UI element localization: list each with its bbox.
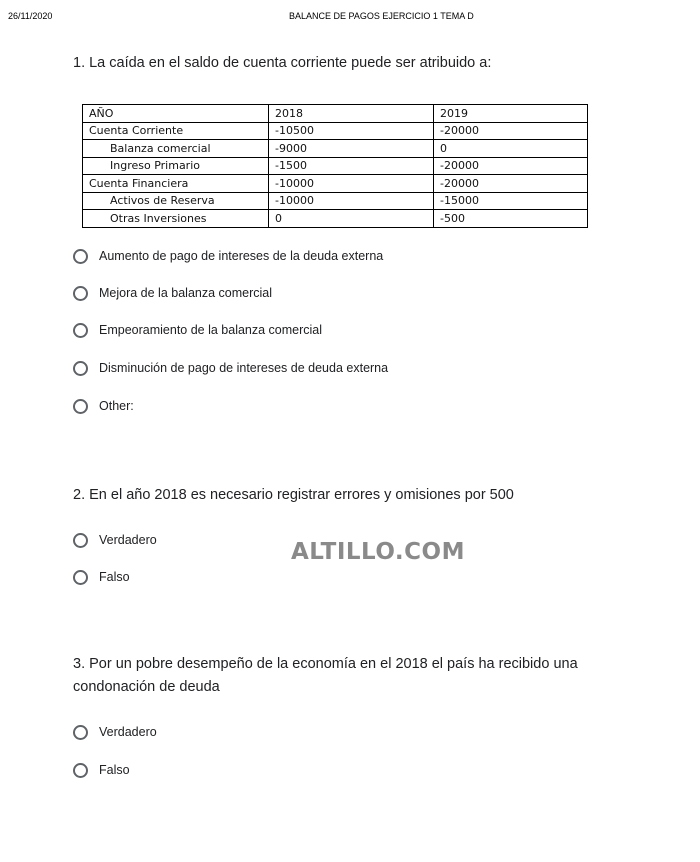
radio-button[interactable] bbox=[73, 725, 88, 740]
q1-option-other[interactable] bbox=[73, 396, 134, 416]
table-header-cell: 2019 bbox=[434, 105, 588, 123]
radio-button[interactable] bbox=[73, 323, 88, 338]
q3-option-true[interactable] bbox=[73, 722, 157, 742]
q3-option-false[interactable] bbox=[73, 760, 130, 780]
q2-option-true[interactable] bbox=[73, 530, 157, 550]
table-cell: -500 bbox=[434, 210, 588, 228]
radio-button[interactable] bbox=[73, 763, 88, 778]
radio-button[interactable] bbox=[73, 570, 88, 585]
table-cell: -10500 bbox=[269, 122, 434, 140]
q1-option-1[interactable] bbox=[73, 246, 383, 266]
option-label: Verdadero bbox=[99, 725, 157, 739]
watermark: ALTILLO.COM bbox=[291, 539, 465, 565]
option-label: Verdadero bbox=[99, 533, 157, 547]
table-cell: -9000 bbox=[269, 140, 434, 158]
table-cell: -15000 bbox=[434, 192, 588, 210]
table-cell: -20000 bbox=[434, 122, 588, 140]
table-cell: -1500 bbox=[269, 157, 434, 175]
radio-button[interactable] bbox=[73, 286, 88, 301]
table-cell: -10000 bbox=[269, 192, 434, 210]
radio-button[interactable] bbox=[73, 399, 88, 414]
option-label: Mejora de la balanza comercial bbox=[99, 286, 273, 300]
table-cell: -10000 bbox=[269, 175, 434, 193]
table-header-row bbox=[83, 105, 588, 123]
q1-option-2[interactable] bbox=[73, 283, 272, 303]
table-cell: Activos de Reserva bbox=[83, 192, 269, 210]
option-label: Empeoramiento de la balanza comercial bbox=[99, 323, 323, 337]
q1-option-4[interactable] bbox=[73, 358, 388, 378]
table-cell: Otras Inversiones bbox=[83, 210, 269, 228]
table-cell: 0 bbox=[269, 210, 434, 228]
option-label: Other: bbox=[99, 399, 134, 413]
table-cell: -20000 bbox=[434, 157, 588, 175]
table-cell: -20000 bbox=[434, 175, 588, 193]
table-row bbox=[83, 210, 588, 228]
question-1-text: 1. La caída en el saldo de cuenta corriente puede ser atribuido a: bbox=[73, 55, 492, 71]
option-label: Falso bbox=[99, 763, 130, 777]
table-cell: Cuenta Financiera bbox=[83, 175, 269, 193]
table-row bbox=[83, 122, 588, 140]
radio-button[interactable] bbox=[73, 533, 88, 548]
table-header-cell: AÑO bbox=[83, 105, 269, 123]
option-label: Disminución de pago de intereses de deuda externa bbox=[99, 361, 389, 375]
table-row bbox=[83, 175, 588, 193]
table-header-cell: 2018 bbox=[269, 105, 434, 123]
q2-option-false[interactable] bbox=[73, 567, 130, 587]
option-label: Falso bbox=[99, 570, 130, 584]
table-row bbox=[83, 140, 588, 158]
option-label: Aumento de pago de intereses de la deuda externa bbox=[99, 249, 384, 263]
radio-button[interactable] bbox=[73, 249, 88, 264]
table-row bbox=[83, 192, 588, 210]
table-cell: Cuenta Corriente bbox=[83, 122, 269, 140]
question-2-text: 2. En el año 2018 es necesario registrar errores y omisiones por 500 bbox=[73, 487, 514, 503]
document-title: BALANCE DE PAGOS EJERCICIO 1 TEMA D bbox=[289, 11, 474, 21]
table-cell: Ingreso Primario bbox=[83, 157, 269, 175]
print-date: 26/11/2020 bbox=[8, 11, 53, 21]
q1-option-3[interactable] bbox=[73, 320, 322, 340]
balance-table bbox=[82, 104, 588, 228]
table-cell: 0 bbox=[434, 140, 588, 158]
question-3-text: 3. Por un pobre desempeño de la economía en el 2018 el país ha recibido una condonación de deuda bbox=[73, 656, 578, 695]
table-cell: Balanza comercial bbox=[83, 140, 269, 158]
radio-button[interactable] bbox=[73, 361, 88, 376]
table-row bbox=[83, 157, 588, 175]
